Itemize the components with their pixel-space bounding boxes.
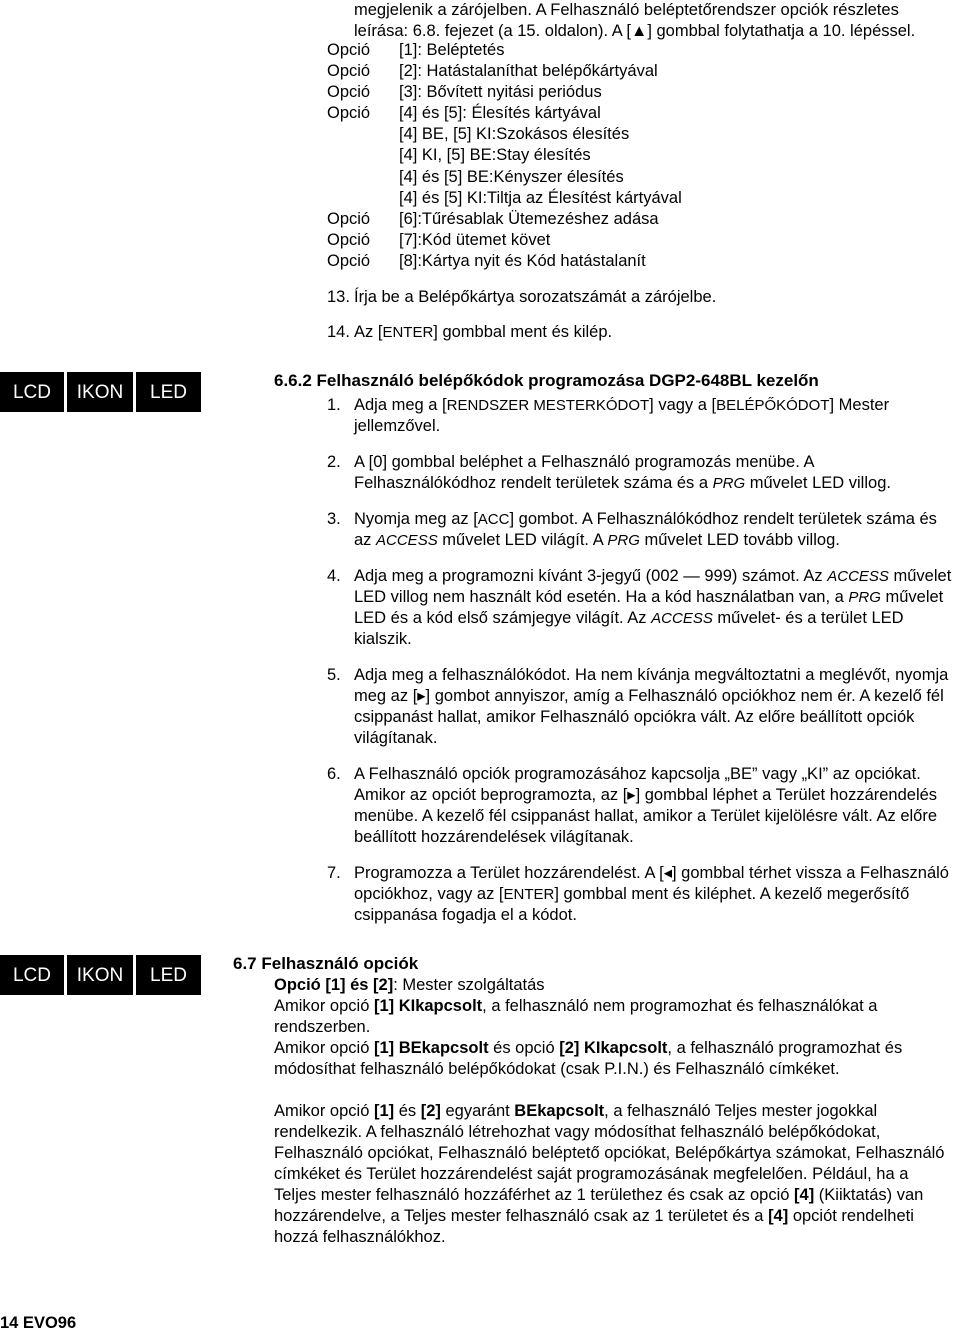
option-row [327, 188, 682, 209]
option-label [327, 124, 399, 145]
sec662-item-4: 4. Adja meg a programozni kívánt 3-jegyű (002 — 999) számot. Az ACCESS művelet LED villog nem használt kód esetén. Ha a kód használatban van, a PRG művelet LED és a kód első számjegye világít. Az ACCESS művelet- és a terület LED kialszik. [327, 567, 952, 648]
option-text: [2]: Hatástalaníthat belépőkártyával [399, 62, 658, 81]
option-label: Opció [327, 41, 371, 59]
step-14: 14. Az [ENTER] gombbal ment és kilép. [327, 323, 613, 341]
intro-text [354, 0, 954, 42]
intro-line-1: megjelenik a zárójelben. A Felhasználó beléptetőrendszer opciók részletes [354, 1, 899, 19]
option-text: [7]:Kód ütemet követ [399, 230, 551, 249]
option-label: Opció [327, 230, 371, 249]
option-text: [4] KI, [5] BE:Stay élesítés [399, 146, 591, 165]
option-label: Opció [327, 251, 371, 270]
options-table [327, 40, 682, 272]
option-row [327, 40, 682, 61]
option-row [327, 209, 682, 230]
option-row [327, 82, 682, 103]
option-label [327, 145, 399, 166]
sec662-item-7: 7. Programozza a Terület hozzárendelést. A [◂] gombbal térhet vissza a Felhasználó opciókhoz, vagy az [ENTER] gombbal ment és kiléphet. A kezelő megerősítő csippanása fogadja el a kódot. [327, 864, 949, 924]
sec67-subtitle: Opció [1] és [2]: Mester szolgáltatás [274, 976, 545, 994]
option-text: [4] és [5] BE:Kényszer élesítés [399, 167, 624, 186]
option-text: [4] és [5] KI:Tiltja az Élesítést kártyával [399, 188, 682, 207]
option-row [327, 124, 682, 145]
lcd-ikon-led-badge-2 [0, 955, 201, 995]
option-text: [4] és [5]: Élesítés kártyával [399, 104, 601, 123]
page-footer: 14 EVO96 [0, 1314, 77, 1332]
sec662-item-6: 6. A Felhasználó opciók programozásához kapcsolja „BE” vagy „KI” az opciókat. Amikor az opciót beprogramozta, az [▸] gombbal léphet a Terület hozzárendelés menübe. A kezelő fél csippanást hallat, amikor a Terület kijelölésre vált. Az előre beállított hozzárendelések világítanak. [327, 765, 938, 846]
option-row [327, 103, 682, 124]
option-label: Opció [327, 209, 371, 228]
section-6-7-body [274, 975, 954, 1248]
step-14-text: Az [ENTER] gombbal ment és kilép. [354, 323, 613, 341]
option-row [327, 61, 682, 82]
option-row [327, 251, 682, 272]
sec67-para-3: Amikor opció [1] és [2] egyaránt BEkapcsolt, a felhasználó Teljes mester jogokkal rendelkezik. A felhasználó létrehozhat vagy módosíthat felhasználó belépőkódokat, Felhasználó opciókat, Felhasználó beléptető opciókat, Belépőkártya számokat, Felhasználó címkéket és Terület hozzárendelést saját programozásának megfelelően. Például, ha a Teljes mester felhasználó hozzáférhet az 1 területhez és csak az opció [4] (Kiiktatás) van hozzárendelve, a Teljes mester felhasználó csak az 1 területet és a [4] opciót rendelheti hozzá felhasználókhoz. [274, 1102, 945, 1246]
section-title-6-6-2: 6.6.2 Felhasználó belépőkódok programozása DGP2-648BL kezelőn [274, 371, 819, 390]
sec662-item-5: 5. Adja meg a felhasználókódot. Ha nem kívánja megváltoztatni a meglévőt, nyomja meg az [▸] gombot annyiszor, amíg a Felhasználó opciókhoz nem ér. A kezelő fél csippanást hallat, amikor Felhasználó opciókra vált. Az előre beállított opciók világítanak. [327, 666, 949, 747]
lcd-ikon-led-badge [0, 372, 201, 412]
badge-led: LED [136, 372, 201, 412]
intro-line-2: leírása: 6.8. fejezet (a 15. oldalon). A [▲] gombbal folytathatja a 10. lépéssel. [354, 22, 916, 40]
option-row [327, 230, 682, 251]
option-label [327, 167, 399, 188]
option-text: [1]: Beléptetés [399, 41, 505, 59]
option-row [327, 145, 682, 166]
badge-lcd: LCD [0, 372, 64, 412]
option-text: [4] BE, [5] KI:Szokásos élesítés [399, 125, 630, 144]
badge-lcd: LCD [0, 955, 64, 995]
option-text: [8]:Kártya nyit és Kód hatástalanít [399, 251, 646, 270]
sec67-para-2: Amikor opció [1] BEkapcsolt és opció [2] KIkapcsolt, a felhasználó programozhat és módosíthat felhasználó belépőkódokat (csak P.I.N.) és Felhasználó címkéket. [274, 1039, 903, 1078]
option-text: [6]:Tűrésablak Ütemezéshez adása [399, 209, 659, 228]
option-row [327, 167, 682, 188]
option-label: Opció [327, 83, 371, 102]
step-13: 13. Írja be a Belépőkártya sorozatszámát a zárójelbe. [327, 288, 717, 306]
badge-ikon: IKON [67, 372, 133, 412]
sec67-para-1: Amikor opció [1] KIkapcsolt, a felhasználó nem programozhat és felhasználókat a rendszerben. [274, 997, 878, 1036]
option-text: [3]: Bővített nyitási periódus [399, 83, 602, 102]
section-title-6-7: 6.7 Felhasználó opciók [233, 954, 419, 973]
option-label: Opció [327, 62, 371, 81]
badge-ikon: IKON [67, 955, 133, 995]
option-label [327, 188, 399, 209]
sec662-item-1: 1. Adja meg a [RENDSZER MESTERKÓDOT] vagy a [BELÉPŐKÓDOT] Mester jellemzővel. [327, 396, 890, 435]
badge-led: LED [136, 955, 201, 995]
sec662-item-3: 3. Nyomja meg az [ACC] gombot. A Felhasználókódhoz rendelt területek száma és az ACCESS művelet LED világít. A PRG művelet LED tovább villog. [327, 510, 937, 549]
sec662-item-2: 2. A [0] gombbal beléphet a Felhasználó programozás menübe. A Felhasználókódhoz rendelt területek száma és a PRG művelet LED villog. [327, 453, 891, 492]
option-label: Opció [327, 104, 371, 123]
